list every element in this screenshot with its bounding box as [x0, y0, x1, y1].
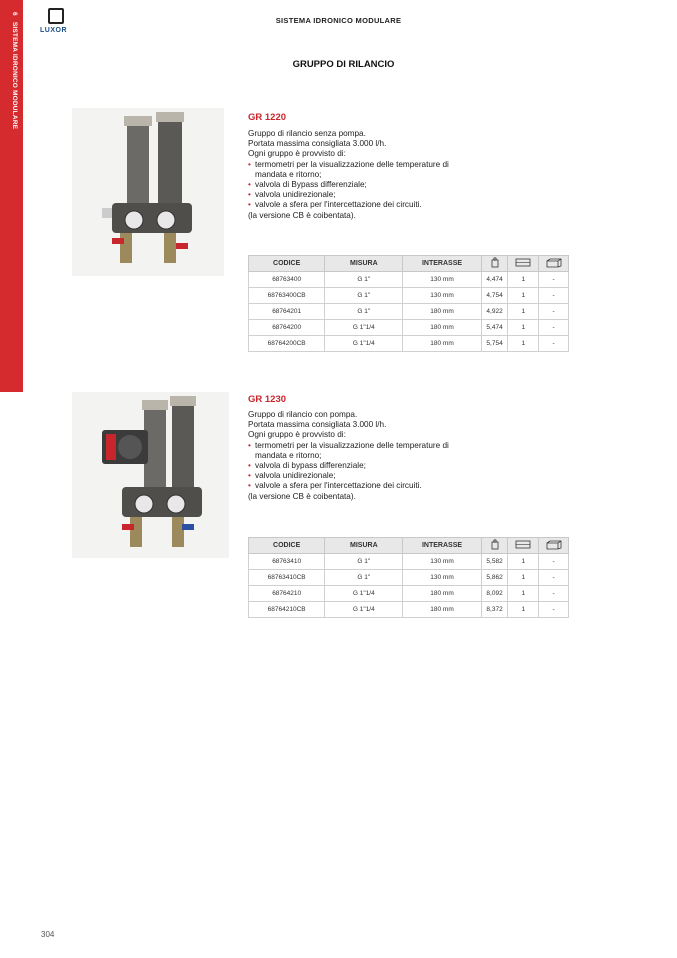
feature-item: • valvola di Bypass differenziale; — [248, 180, 468, 190]
cell-spacing: 130 mm — [403, 570, 481, 586]
feature-item: • valvola unidirezionale; — [248, 471, 468, 481]
pallet-quantity-icon — [546, 258, 562, 268]
chapter-number: 6 — [11, 12, 18, 16]
cell-pallet: - — [539, 570, 569, 586]
feature-item: • valvole a sfera per l'intercettazione dei circuiti. — [248, 200, 468, 210]
cell-size: G 1" — [325, 304, 403, 320]
cell-code: 68764200 — [249, 320, 325, 336]
page-header-title: SISTEMA IDRONICO MODULARE — [275, 16, 402, 25]
cell-box: 1 — [508, 288, 539, 304]
cell-size: G 1"1/4 — [325, 586, 403, 602]
description-line: Portata massima consigliata 3.000 l/h. — [248, 139, 387, 149]
column-header-code: CODICE — [249, 256, 325, 272]
table-header-row — [249, 256, 569, 272]
cell-weight: 5,862 — [481, 570, 508, 586]
product-image-gr1230 — [72, 392, 229, 558]
description-line: Gruppo di rilancio con pompa. — [248, 410, 358, 419]
cell-code: 68764200CB — [249, 336, 325, 352]
cell-code: 68763410 — [249, 554, 325, 570]
table-row — [249, 272, 569, 288]
cell-weight: 8,372 — [481, 602, 508, 618]
feature-item: • valvola unidirezionale; — [248, 190, 468, 200]
pallet-quantity-icon — [546, 540, 562, 550]
cell-pallet: - — [539, 320, 569, 336]
cell-code: 68764201 — [249, 304, 325, 320]
description-note: (la versione CB è coibentata). — [248, 210, 356, 220]
cell-size: G 1" — [325, 554, 403, 570]
description-line: Ogni gruppo è provvisto di: — [248, 149, 346, 159]
cell-code: 68764210 — [249, 586, 325, 602]
logo-text: LUXOR — [40, 27, 67, 34]
cell-pallet: - — [539, 554, 569, 570]
cell-weight: 4,474 — [481, 272, 508, 288]
table-row — [249, 586, 569, 602]
cell-weight: 5,582 — [481, 554, 508, 570]
feature-item: • valvola di bypass differenziale; — [248, 461, 468, 471]
cell-weight: 5,754 — [481, 336, 508, 352]
table-row — [249, 304, 569, 320]
cell-weight: 5,474 — [481, 320, 508, 336]
cell-pallet: - — [539, 602, 569, 618]
cell-pallet: - — [539, 586, 569, 602]
description-line: Ogni gruppo è provvisto di: — [248, 430, 346, 440]
product-description-gr1230 — [248, 410, 468, 502]
table-header-row — [249, 538, 569, 554]
column-header-box — [508, 256, 539, 272]
product-image-gr1220 — [72, 108, 224, 276]
cell-size: G 1" — [325, 288, 403, 304]
pump-group-icon — [72, 392, 229, 558]
cell-box: 1 — [508, 320, 539, 336]
chapter-title: SISTEMA IDRONICO MODULARE — [11, 21, 18, 130]
column-header-weight — [481, 538, 508, 554]
column-header-spacing: INTERASSE — [403, 538, 481, 554]
cell-size: G 1" — [325, 272, 403, 288]
cell-size: G 1"1/4 — [325, 336, 403, 352]
cell-spacing: 130 mm — [403, 554, 481, 570]
cell-box: 1 — [508, 336, 539, 352]
cell-pallet: - — [539, 288, 569, 304]
cell-weight: 4,922 — [481, 304, 508, 320]
column-header-pallet — [539, 538, 569, 554]
spec-table-gr1220 — [248, 255, 569, 352]
cell-pallet: - — [539, 272, 569, 288]
cell-weight: 8,092 — [481, 586, 508, 602]
cell-box: 1 — [508, 554, 539, 570]
cell-pallet: - — [539, 304, 569, 320]
cell-box: 1 — [508, 602, 539, 618]
cell-spacing: 130 mm — [403, 272, 481, 288]
cell-code: 68763400 — [249, 272, 325, 288]
box-quantity-icon — [515, 258, 531, 267]
page-number: 304 — [41, 930, 55, 939]
feature-item: • valvole a sfera per l'intercettazione dei circuiti. — [248, 481, 468, 491]
cell-size: G 1"1/4 — [325, 320, 403, 336]
product-code-gr1220: GR 1220 — [248, 112, 287, 123]
cell-code: 68764210CB — [249, 602, 325, 618]
chapter-side-label — [11, 12, 18, 129]
section-title: GRUPPO DI RILANCIO — [292, 59, 395, 70]
column-header-size: MISURA — [325, 538, 403, 554]
table-row — [249, 288, 569, 304]
table-row — [249, 320, 569, 336]
weight-icon — [491, 257, 499, 268]
column-header-size: MISURA — [325, 256, 403, 272]
column-header-code: CODICE — [249, 538, 325, 554]
description-line: Gruppo di rilancio senza pompa. — [248, 129, 366, 138]
column-header-spacing: INTERASSE — [403, 256, 481, 272]
description-line: Portata massima consigliata 3.000 l/h. — [248, 420, 387, 430]
product-description-gr1220 — [248, 129, 468, 221]
cell-code: 68763400CB — [249, 288, 325, 304]
cell-size: G 1"1/4 — [325, 602, 403, 618]
table-row — [249, 570, 569, 586]
cell-box: 1 — [508, 272, 539, 288]
weight-icon — [491, 539, 499, 550]
feature-item: • termometri per la visualizzazione delle temperature di mandata e ritorno; — [248, 160, 468, 180]
product-code-gr1230: GR 1230 — [248, 394, 287, 405]
cell-spacing: 180 mm — [403, 336, 481, 352]
cell-spacing: 130 mm — [403, 288, 481, 304]
feature-item: • termometri per la visualizzazione delle temperature di mandata e ritorno; — [248, 441, 468, 461]
table-row — [249, 336, 569, 352]
description-note: (la versione CB è coibentata). — [248, 491, 356, 501]
column-header-pallet — [539, 256, 569, 272]
cell-spacing: 180 mm — [403, 586, 481, 602]
table-row — [249, 554, 569, 570]
cell-box: 1 — [508, 570, 539, 586]
cell-size: G 1" — [325, 570, 403, 586]
cell-pallet: - — [539, 336, 569, 352]
feature-list — [248, 441, 468, 492]
box-quantity-icon — [515, 540, 531, 549]
feature-list — [248, 160, 468, 211]
table-row — [249, 602, 569, 618]
cell-spacing: 180 mm — [403, 304, 481, 320]
cell-code: 68763410CB — [249, 570, 325, 586]
column-header-weight — [481, 256, 508, 272]
cell-weight: 4,754 — [481, 288, 508, 304]
cell-spacing: 180 mm — [403, 602, 481, 618]
spec-table-gr1230 — [248, 537, 569, 618]
cell-box: 1 — [508, 586, 539, 602]
cell-box: 1 — [508, 304, 539, 320]
valve-group-icon — [72, 108, 224, 276]
column-header-box — [508, 538, 539, 554]
cell-spacing: 180 mm — [403, 320, 481, 336]
